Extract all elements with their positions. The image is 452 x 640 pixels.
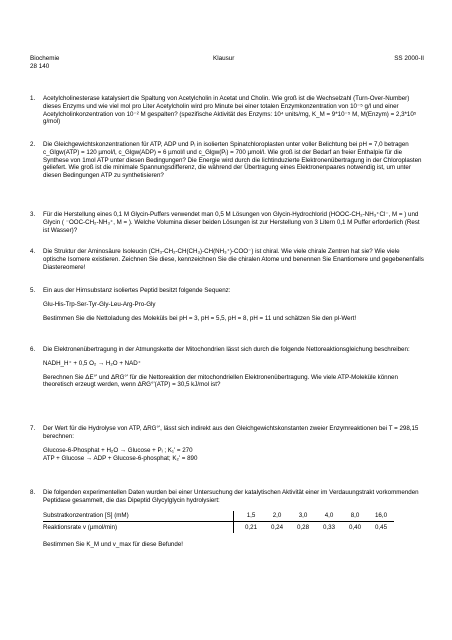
table-cell: 0,40 (348, 523, 362, 531)
table-cell: 16,0 (368, 511, 394, 522)
course-code: 28 140 (30, 63, 50, 70)
question-6 (30, 346, 424, 389)
question-text: Der Wert für die Hydrolyse von ATP, ΔRG°', lässt sich indirekt aus den Gleichgewichtskonstanten zweier Enzymreaktionen bei T = 298,15 berechnen: (43, 425, 419, 440)
question-number: 7. (30, 425, 36, 432)
subject-label: Biochemie (30, 55, 60, 62)
question-number: 1. (30, 95, 36, 102)
table-cell: 0,33 (322, 523, 336, 531)
table-cell: 2,0 (264, 511, 290, 522)
question-8 (30, 489, 424, 549)
question-text: Für die Herstellung eines 0,1 M Glycin-Puffers verwendet man 0,5 M Lösungen von Glycin-Hydrochlorid (HOOC-CH₂-NH₃⁺Cl⁻, M = ) und Glycin ( ⁻OOC-CH₂-NH₃⁺, M = ). Welche Volumina dieser beiden Lösungen ist zur Herstellung von 3 Litern 0,1 M Puffer erforderlich (Rest ist Wasser)? (43, 211, 420, 234)
question-text: Die Struktur der Aminosäure Isoleucin (CH₃-CH₂-CH(CH₃)-CH(NH₃⁺)-COO⁻) ist chiral. Wie viele chirale Zentren hat sie? Wie viele optische Isomere existieren. Zeichnen Sie diese, kennzeichnen Sie die chiralen Atome und benennen Sie Enantiomere und gegebenenfalls Diastereomere! (43, 248, 424, 271)
table-row (43, 511, 394, 522)
table-cell: 0,21 (244, 523, 258, 531)
question-2 (30, 141, 424, 180)
question-number: 3. (30, 211, 36, 218)
table-cell: 0,28 (296, 523, 310, 531)
question-text: Die folgenden experimentellen Daten wurden bei einer Untersuchung der katalytischen Aktivität einer im Verdauungstrakt vorkommenden Peptidase gesammelt, die das Dipeptid Glycylglycin hydrolysiert: (43, 489, 419, 504)
question-number: 6. (30, 346, 36, 353)
question-number: 5. (30, 287, 36, 294)
exam-type: Klausur (213, 55, 235, 62)
reaction-equation: Glucose-6-Phosphat + H₂O → Glucose + Pᵢ ; K₁' = 270 (43, 446, 193, 454)
question-4 (30, 248, 424, 271)
table-cell: 3,0 (290, 511, 316, 522)
question-text: Ein aus der Hirnsubstanz isoliertes Peptid besitzt folgende Sequenz: (43, 287, 231, 294)
question-number: 4. (30, 248, 36, 255)
kinetics-table (43, 511, 394, 534)
reaction-equation: NADH_H⁺ + 0,5 O₂ → H₂O + NAD⁺ (43, 359, 141, 367)
exam-term: SS 2000-II (394, 55, 424, 62)
table-row (43, 522, 394, 533)
table-row-label: Substratkonzentration [S] (mM) (43, 511, 234, 522)
question-7 (30, 425, 424, 463)
question-text: Bestimmen Sie die Nettoladung des Moleküls bei pH = 3, pH = 5,5, pH = 8, pH = 11 und schätzen Sie den pI-Wert! (43, 314, 357, 322)
question-text: Die Elektronenübertragung in der Atmungskette der Mitochondrien lässt sich durch die folgende Nettoreaktionsgleichung beschreiben: (43, 346, 410, 353)
question-number: 2. (30, 141, 36, 148)
header-left (30, 55, 59, 71)
table-cell: 0,45 (374, 523, 388, 531)
table-cell: 8,0 (342, 511, 368, 522)
question-5 (30, 287, 424, 322)
table-cell: 0,24 (270, 523, 284, 531)
question-3 (30, 211, 424, 234)
question-number: 8. (30, 489, 36, 496)
question-1 (30, 95, 424, 126)
question-text: Die Gleichgewichtskonzentrationen für ATP, ADP und Pᵢ in isolierten Spinatchloroplasten unter voller Belichtung bei pH = 7,0 betragen c_Glgw(ATP) = 120 µmol/l, c_Glgw(ADP) = 6 µmol/l und c_Glgw(Pᵢ) = 700 µmol/l. Wie groß ist der Bedarf an freier Enthalpie für die Synthese von 1mol ATP unter diesen Bedingungen? Die Energie wird durch die lichtinduzierte Elektronenübertragung in der Chloroplasten geliefert. Wie groß ist die minimale Spannungsdifferenz, die während der Übertragung eines Elektronenpaares notwendig ist, um unter diesen Bedingungen ATP zu synthetisieren? (43, 141, 422, 179)
table-cell: 1,5 (238, 511, 264, 522)
question-text: Berechnen Sie ΔE°' und ΔRG°' für die Nettoreaktion der mitochondriellen Elektronenübertragung. Wie viele ATP-Moleküle können theoretisch erzeugt werden, wenn ΔRG°'(ATP) = 30,5 kJ/mol ist? (43, 373, 398, 389)
question-text: Acetylcholinesterase katalysiert die Spaltung von Acetylcholin in Acetat und Cholin. Wie groß ist die Wechselzahl (Turn-Over-Number) dieses Enzyms und wie viel mol pro Liter Acetylcholin wird pro Minute bei einer totalen Enzymkonzentration von 10⁻⁵ g/l und einer Acetylcholinkonzentration von 10⁻² M gespalten? (spezifische Aktivität des Enzyms: 10⁴ units/mg, K_M = 9*10⁻⁵ M, M(Enzym) = 2,3*10⁵ g/mol) (43, 95, 417, 126)
table-row-label: Reaktionsrate v (µmol/min) (43, 523, 118, 531)
question-text: Bestimmen Sie K_M und v_max für diese Befunde! (43, 541, 183, 548)
reaction-equation: ATP + Glucose → ADP + Glucose-6-phosphat; K₂' = 890 (43, 455, 198, 463)
table-cell: 4,0 (316, 511, 342, 522)
peptide-sequence: Glu-His-Trp-Ser-Tyr-Gly-Leu-Arg-Pro-Gly (43, 300, 156, 308)
